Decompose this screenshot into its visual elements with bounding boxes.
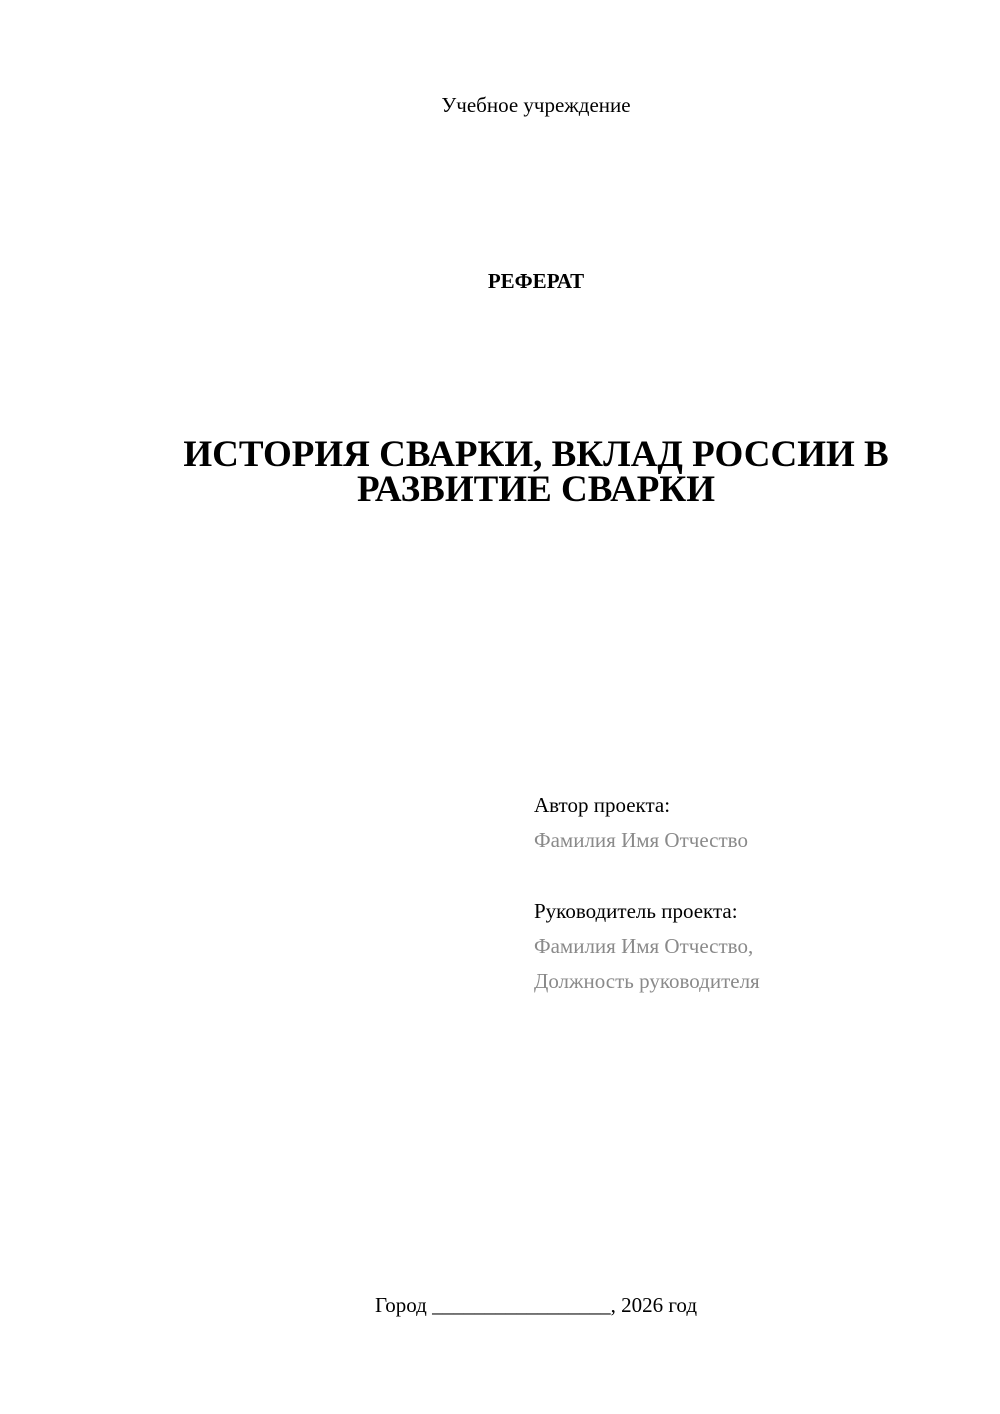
city-year-line: Город _________________, 2026 год — [374, 1293, 698, 1317]
institution-name: Учебное учреждение — [441, 93, 631, 117]
supervisor-name: Фамилия Имя Отчество, — [534, 934, 754, 958]
document-title — [0, 434, 1000, 510]
document-title-line-1: ИСТОРИЯ СВАРКИ, ВКЛАД РОССИИ В — [183, 434, 889, 475]
author-label: Автор проекта: — [534, 793, 671, 817]
supervisor-label: Руководитель проекта: — [534, 899, 738, 923]
project-info — [534, 788, 974, 999]
info-spacer — [534, 858, 974, 894]
document-title-line-2: РАЗВИТИЕ СВАРКИ — [356, 469, 716, 510]
supervisor-position: Должность руководителя — [534, 969, 760, 993]
document-type: РЕФЕРАТ — [487, 269, 585, 293]
author-name: Фамилия Имя Отчество — [534, 828, 748, 852]
